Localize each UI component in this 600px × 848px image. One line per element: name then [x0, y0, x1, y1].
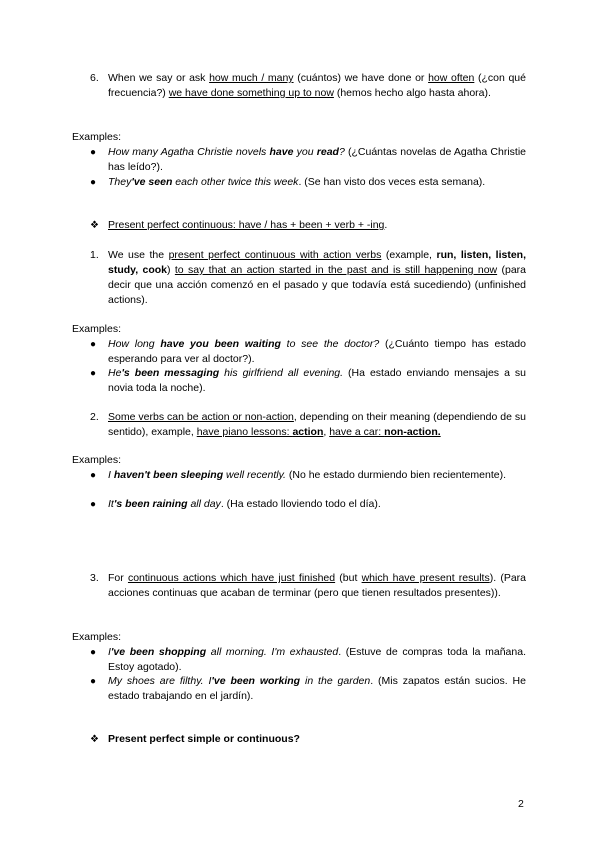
- list-item-text: We use the present perfect continuous with action verbs (example, run, listen, listen, study, cook) to say that an action started in the past and is still happening now (para decir que una acción comenzó en el pasado y que todavía está sucediendo) (unfinished actions).: [108, 249, 526, 306]
- bullet-icon: ●: [90, 647, 97, 658]
- example-item: [90, 645, 526, 675]
- example-item: [90, 366, 526, 396]
- example-item: [90, 497, 526, 512]
- list-item-text: For continuous actions which have just finished (but which have present results). (Para acciones continuas que acaban de terminar (pero que tienen resultados presentes)).: [108, 572, 527, 599]
- heading-text: Present perfect simple or continuous?: [108, 733, 300, 745]
- diamond-bullet-icon: ❖: [90, 734, 99, 745]
- list-number: 6.: [90, 72, 99, 84]
- example-text: How long have you been waiting to see the doctor? (¿Cuánto tiempo has estado esperando para ver al doctor?).: [108, 338, 526, 365]
- bullet-icon: ●: [90, 177, 97, 188]
- example-text: They've seen each other twice this week. (Se han visto dos veces esta semana).: [108, 176, 486, 188]
- list-item-6: [90, 71, 526, 101]
- list-number: 2.: [90, 411, 99, 423]
- list-number: 1.: [90, 249, 99, 261]
- examples-label: Examples:: [72, 131, 122, 143]
- bullet-icon: ●: [90, 470, 97, 481]
- list-item-2: [90, 410, 526, 440]
- page-number: 2: [518, 798, 524, 810]
- heading-text: Present perfect continuous: have / has + been + verb + -ing: [108, 219, 385, 231]
- example-item: [90, 175, 526, 190]
- list-item-1: [90, 248, 526, 308]
- example-text: I've been shopping all morning. I'm exhausted. (Estuve de compras toda la mañana. Estoy agotado).: [108, 646, 526, 673]
- bullet-icon: ●: [90, 147, 97, 158]
- bullet-icon: ●: [90, 676, 97, 687]
- example-text: How many Agatha Christie novels have you read? (¿Cuántas novelas de Agatha Christie has leído?).: [108, 146, 526, 173]
- section-heading: ❖ Present perfect continuous: have / has + been + verb + -ing.: [90, 219, 388, 231]
- examples-label: Examples:: [72, 454, 122, 466]
- bullet-icon: ●: [90, 368, 97, 379]
- example-text: My shoes are filthy. I've been working in the garden. (Mis zapatos están sucios. He estado trabajando en el jardín).: [108, 675, 526, 702]
- list-item-text: When we say or ask how much / many (cuántos) we have done or how often (¿con qué frecuencia?) we have done something up to now (hemos hecho algo hasta ahora).: [108, 72, 526, 99]
- example-item: [90, 674, 526, 704]
- diamond-bullet-icon: ❖: [90, 220, 99, 231]
- list-number: 3.: [90, 572, 99, 584]
- list-item-3: [90, 571, 526, 601]
- examples-label: Examples:: [72, 631, 122, 643]
- section-heading: [90, 732, 526, 747]
- examples-label: Examples:: [72, 323, 122, 335]
- example-text: He's been messaging his girlfriend all evening. (Ha estado enviando mensajes a su novia toda la noche).: [108, 367, 526, 394]
- example-text: I haven't been sleeping well recently. (No he estado durmiendo bien recientemente).: [108, 469, 506, 481]
- example-item: [90, 145, 526, 175]
- example-text: It's been raining all day. (Ha estado lloviendo todo el día).: [108, 498, 381, 510]
- bullet-icon: ●: [90, 339, 97, 350]
- bullet-icon: ●: [90, 499, 97, 510]
- list-item-text: Some verbs can be action or non-action, depending on their meaning (dependiendo de su sentido), example, have piano lessons: action, have a car: non-action.: [108, 411, 527, 438]
- example-item: [90, 468, 526, 483]
- example-item: [90, 337, 526, 367]
